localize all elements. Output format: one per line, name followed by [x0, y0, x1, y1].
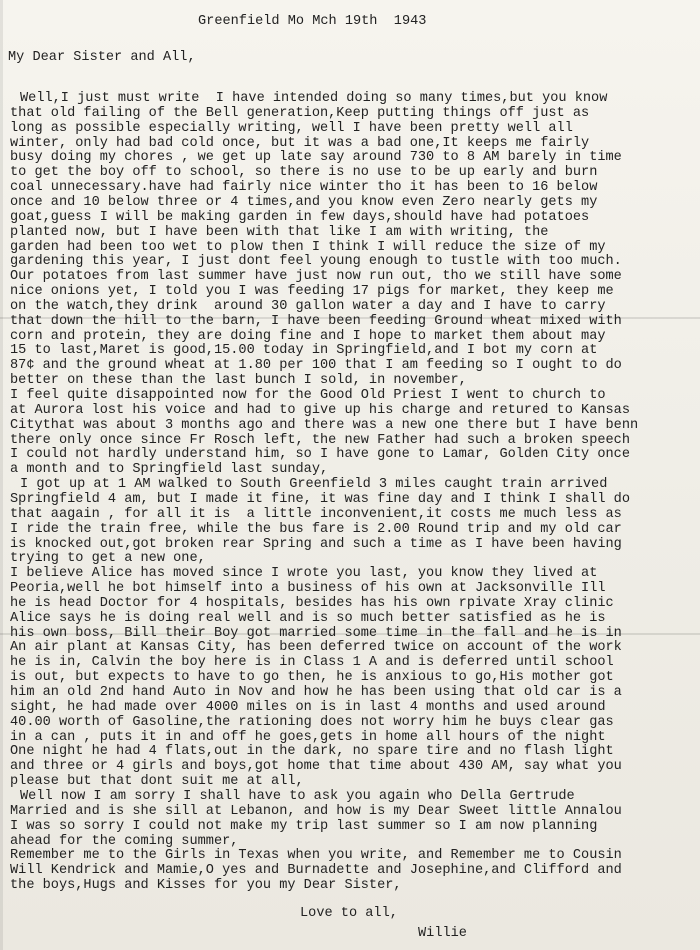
letter-line: and three or 4 girls and boys,got home that time about 430 AM, say what you: [10, 759, 622, 775]
letter-line: Citythat was about 3 months ago and there was a new one there but I have benn: [10, 417, 639, 433]
letter-line: to get the boy off to school, so there is no use to be up early and burn: [10, 165, 598, 181]
letter-line: better on these than the last bunch I sold, in november,: [10, 373, 467, 389]
letter-line: he is head Doctor for 4 hospitals, besides has his own rpivate Xray clinic: [10, 595, 614, 611]
letter-line: nice onions yet, I told you I was feeding 17 pigs for market, they keep me: [10, 284, 614, 300]
letter-line: Well,I just must write I have intended doing so many times,but you know: [20, 91, 608, 106]
letter-line: in a can , puts it in and off he goes,gets in home all hours of the night: [10, 729, 606, 745]
letter-body: [0, 91, 700, 894]
letter-line: trying to get a new one,: [10, 551, 206, 567]
letter-line: 40.00 worth of Gasoline,the rationing does not worry him he buys clear gas: [10, 714, 614, 730]
salutation: My Dear Sister and All,: [8, 50, 196, 65]
letter-line: I feel quite disappointed now for the Good Old Priest I went to church to: [10, 388, 606, 403]
letter-line: An air plant at Kansas City, has been deferred twice on account of the work: [10, 640, 622, 656]
letter-line: 15 to last,Maret is good,15.00 today in Springfield,and I bot my corn at: [10, 343, 598, 359]
letter-line: at Aurora lost his voice and had to give up his charge and retured to Kansas: [10, 402, 630, 418]
letter-line: I could not hardly understand him, so I have gone to Lamar, Golden City once: [10, 447, 630, 463]
letter-line: that aagain , for all it is a little inconvenient,it costs me much less as: [10, 506, 622, 522]
letter-line: Alice says he is doing real well and is so much better satisfied as he is: [10, 610, 606, 626]
letter-line: Married and is she sill at Lebanon, and how is my Dear Sweet little Annalou: [10, 803, 622, 819]
letter-line: his own boss, Bill their Boy got married some time in the fall and he is in: [10, 625, 622, 641]
letter-line: corn and protein, they are doing fine and I hope to market them about may: [10, 328, 606, 344]
letter-line: that old failing of the Bell generation,Keep putting things off just as: [10, 105, 590, 121]
letter-line: that down the hill to the barn, I have been feeding Ground wheat mixed with: [10, 313, 622, 329]
letter-line: please but that dont suit me at all,: [10, 774, 304, 790]
letter-line: I was so sorry I could not make my trip last summer so I am now planning: [10, 818, 598, 834]
letter-date: Greenfield Mo Mch 19th 1943: [198, 14, 427, 29]
letter-line: Will Kendrick and Mamie,O yes and Burnadette and Josephine,and Clifford and: [10, 863, 622, 879]
letter-line: winter, only had bad cold once, but it was a bad one,It keeps me fairly: [10, 135, 590, 151]
letter-line: 87¢ and the ground wheat at 1.80 per 100 that I am feeding so I ought to do: [10, 358, 622, 374]
letter-line: Springfield 4 am, but I made it fine, it was fine day and I think I shall do: [10, 491, 630, 507]
letter-line: a month and to Springfield last sunday,: [10, 462, 329, 478]
letter-line: planted now, but I have been with that like I am with writing, the: [10, 224, 549, 240]
letter-line: coal unnecessary.have had fairly nice winter tho it has been to 16 below: [10, 180, 598, 196]
letter-line: garden had been too wet to plow then I think I will reduce the size of my: [10, 239, 606, 255]
letter-line: him an old 2nd hand Auto in Nov and how he has been using that old car is a: [10, 685, 622, 700]
letter-line: Our potatoes from last summer have just now run out, tho we still have some: [10, 269, 622, 285]
letter-line: sight, he had made over 4000 miles on is in last 4 months and used around: [10, 699, 606, 715]
letter-line: busy doing my chores , we get up late say around 730 to 8 AM barely in time: [10, 150, 622, 166]
letter-line: on the watch,they drink around 30 gallon water a day and I have to carry: [10, 298, 606, 314]
closing: Love to all,: [300, 906, 398, 921]
letter-line: goat,guess I will be making garden in few days,should have had potatoes: [10, 209, 590, 225]
letter-line: I ride the train free, while the bus fare is 2.00 Round trip and my old car: [10, 521, 622, 537]
letter-line: long as possible especially writing, well I have been pretty well all: [10, 120, 573, 136]
letter-line: is out, but expects to have to go then, he is anxious to go,His mother got: [10, 670, 614, 686]
letter-line: Remember me to the Girls in Texas when you write, and Remember me to Cousin: [10, 848, 622, 864]
letter-line: I got up at 1 AM walked to South Greenfield 3 miles caught train arrived: [20, 477, 608, 493]
letter-line: he is in, Calvin the boy here is in Class 1 A and is deferred until school: [10, 655, 614, 671]
letter-line: I believe Alice has moved since I wrote you last, you know they lived at: [10, 566, 598, 582]
letter-line: Well now I am sorry I shall have to ask you again who Della Gertrude: [20, 788, 575, 804]
letter-line: once and 10 below three or 4 times,and you know even Zero nearly gets my: [10, 194, 598, 210]
letter-line: the boys,Hugs and Kisses for you my Dear Sister,: [10, 878, 402, 894]
letter-line: gardening this year, I just dont feel young enough to tustle with too much.: [10, 254, 622, 270]
signature: Willie: [418, 926, 467, 941]
letter-line: is knocked out,got broken rear Spring and such a time as I have been having: [10, 536, 622, 552]
letter-line: there only once since Fr Rosch left, the new Father had such a broken speech: [10, 432, 630, 448]
letter-line: Peoria,well he bot himself into a business of his own at Jacksonville Ill: [10, 581, 606, 597]
letter-line: One night he had 4 flats,out in the dark, no spare tire and no flash light: [10, 744, 614, 760]
letter-line: ahead for the coming summer,: [10, 833, 239, 849]
